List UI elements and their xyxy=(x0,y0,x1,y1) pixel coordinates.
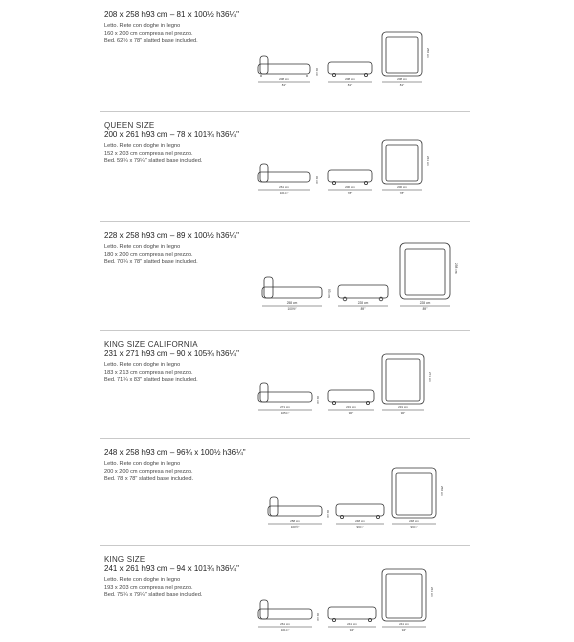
top-view-drawing xyxy=(382,569,426,627)
side-width-inch-label: 100½" xyxy=(290,525,300,529)
divider xyxy=(100,221,470,222)
front-width-inch-label: 81" xyxy=(347,83,353,87)
description-line: Bed. 78 x 78" slatted base included. xyxy=(104,476,194,483)
spec-text xyxy=(104,121,264,166)
description xyxy=(104,362,264,385)
top-length-label: 258 cm xyxy=(440,486,444,496)
dimensions-text: 248 x 258 h93 cm – 96¾ x 100½ h36¼" xyxy=(104,448,246,457)
spec-text xyxy=(104,10,264,46)
description xyxy=(104,143,264,166)
description xyxy=(104,577,264,600)
size-label: KING SIZE xyxy=(104,555,146,564)
technical-drawings xyxy=(250,466,450,538)
bed-size-section xyxy=(0,0,574,110)
front-width-label: 231 cm xyxy=(346,405,356,409)
top-width-inch-label: 81" xyxy=(399,83,405,87)
top-width-label: 231 cm xyxy=(398,405,408,409)
description-line: Bed. 71¼ x 83" slatted base included. xyxy=(104,377,198,384)
description-line: Bed. 75¼ x 79¼" slatted base included. xyxy=(104,592,203,599)
front-width-inch-label: 89" xyxy=(360,307,366,311)
description-line: Letto. Rete con doghe in legno xyxy=(104,143,181,149)
top-length-label: 261 cm xyxy=(426,156,430,166)
bed-size-section xyxy=(0,111,574,221)
side-width-label: 208 cm xyxy=(279,77,289,81)
divider xyxy=(100,330,470,331)
height-label: 93 cm xyxy=(316,396,320,405)
description-line: Bed. 70¼ x 78" slatted base included. xyxy=(104,259,198,266)
top-width-inch-label: 96¾" xyxy=(410,525,418,529)
description-line: 183 x 213 cm compresa nel prezzo. xyxy=(104,369,193,376)
description-line: 200 x 200 cm compresa nel prezzo. xyxy=(104,468,193,475)
height-label: 93 cm xyxy=(326,510,330,519)
side-width-inch-label: 105¾" xyxy=(280,411,290,415)
description-line: Letto. Rete con doghe in legno xyxy=(104,461,181,467)
description xyxy=(104,23,264,46)
description-line: Letto. Rete con doghe in legno xyxy=(104,577,181,583)
size-label: QUEEN SIZE xyxy=(104,121,155,130)
description-line: 152 x 203 cm compresa nel prezzo. xyxy=(104,150,193,157)
top-length-label: 261 cm xyxy=(430,587,434,597)
description-line: Letto. Rete con doghe in legno xyxy=(104,244,181,250)
technical-drawings xyxy=(250,28,440,96)
top-view-drawing xyxy=(382,140,422,190)
dimensions-text: 228 x 258 h93 cm – 89 x 100½ h36¼" xyxy=(104,231,239,240)
top-width-inch-label: 89" xyxy=(422,307,428,311)
top-width-inch-label: 78" xyxy=(399,191,405,195)
side-width-inch-label: 81" xyxy=(281,83,287,87)
front-width-label: 228 cm xyxy=(357,301,369,305)
front-width-inch-label: 78" xyxy=(347,191,353,195)
front-width-label: 200 cm xyxy=(345,185,355,189)
technical-drawings xyxy=(250,565,450,641)
description xyxy=(104,244,264,267)
description-line: 160 x 200 cm compresa nel prezzo. xyxy=(104,30,193,37)
top-length-label: 258 cm xyxy=(426,48,430,58)
bed-size-section xyxy=(0,545,574,642)
top-width-inch-label: 90" xyxy=(400,411,406,415)
height-label: 93 cm xyxy=(327,289,331,298)
height-label: 93 cm xyxy=(315,68,319,77)
height-label: 93 cm xyxy=(315,176,319,185)
top-view-drawing xyxy=(382,32,422,82)
technical-drawings xyxy=(250,239,460,319)
side-width-inch-label: 101¾" xyxy=(280,628,290,632)
dimensions-text: 200 x 261 h93 cm – 78 x 101¾ h36¼" xyxy=(104,130,239,139)
side-width-label: 258 cm xyxy=(286,301,298,305)
top-width-label: 228 cm xyxy=(419,301,431,305)
description xyxy=(104,461,264,484)
top-length-label: 271 cm xyxy=(428,372,432,382)
front-width-label: 208 cm xyxy=(345,77,355,81)
front-width-inch-label: 94" xyxy=(349,628,355,632)
technical-drawings xyxy=(250,136,440,204)
top-view-drawing xyxy=(382,354,424,410)
front-width-inch-label: 96¾" xyxy=(356,525,364,529)
size-label: KING SIZE CALIFORNIA xyxy=(104,340,198,349)
front-width-inch-label: 90" xyxy=(348,411,354,415)
divider xyxy=(100,545,470,546)
top-width-inch-label: 94" xyxy=(401,628,407,632)
side-width-inch-label: 100½" xyxy=(287,307,297,311)
top-view-drawing xyxy=(400,243,450,306)
technical-drawings xyxy=(250,352,440,424)
side-width-label: 258 cm xyxy=(290,519,300,523)
dimensions-text: 208 x 258 h93 cm – 81 x 100½ h36¼" xyxy=(104,10,239,19)
side-width-label: 261 cm xyxy=(279,185,289,189)
bed-size-section xyxy=(0,221,574,331)
front-width-label: 241 cm xyxy=(347,622,357,626)
spec-text xyxy=(104,231,264,267)
side-width-label: 271 cm xyxy=(280,405,290,409)
description-line: Bed. 62½ x 78" slatted base included. xyxy=(104,38,198,45)
bed-size-section xyxy=(0,438,574,548)
dimensions-text: 241 x 261 h93 cm – 94 x 101¾ h36¼" xyxy=(104,564,239,573)
top-width-label: 241 cm xyxy=(399,622,409,626)
side-width-label: 261 cm xyxy=(280,622,290,626)
top-view-drawing xyxy=(392,468,436,524)
top-width-label: 208 cm xyxy=(397,77,407,81)
bed-size-section xyxy=(0,330,574,440)
top-length-label: 258 cm xyxy=(454,263,458,274)
spec-text xyxy=(104,555,264,600)
description-line: Letto. Rete con doghe in legno xyxy=(104,362,181,368)
description-line: Bed. 59¼ x 79¼" slatted base included. xyxy=(104,158,203,165)
divider xyxy=(100,438,470,439)
front-width-label: 248 cm xyxy=(355,519,365,523)
description-line: Letto. Rete con doghe in legno xyxy=(104,23,181,29)
top-width-label: 248 cm xyxy=(409,519,419,523)
top-width-label: 200 cm xyxy=(397,185,407,189)
description-line: 193 x 203 cm compresa nel prezzo. xyxy=(104,584,193,591)
dimensions-text: 231 x 271 h93 cm – 90 x 105¾ h36¼" xyxy=(104,349,239,358)
spec-text xyxy=(104,340,264,385)
divider xyxy=(100,111,470,112)
spec-text xyxy=(104,448,264,484)
height-label: 93 cm xyxy=(316,613,320,622)
description-line: 180 x 200 cm compresa nel prezzo. xyxy=(104,251,193,258)
side-width-inch-label: 101¾" xyxy=(279,191,289,195)
